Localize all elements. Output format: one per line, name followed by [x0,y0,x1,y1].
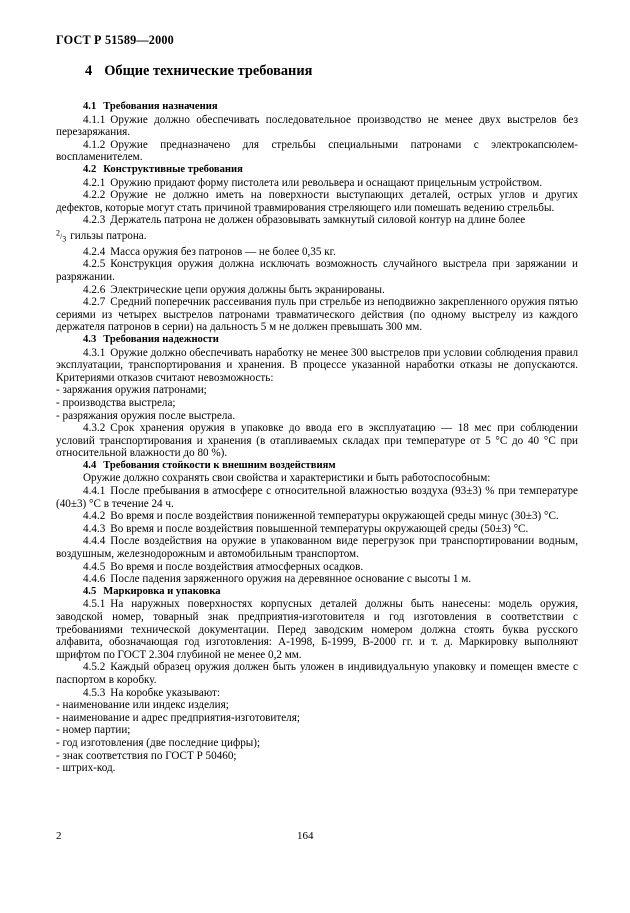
clause-paragraph [56,347,578,385]
clause-text: Маркировка и упаковка [103,585,221,597]
clause-text: - номер партии; [56,724,131,737]
list-item [56,410,578,423]
clause-number: 4.1 [83,101,97,112]
clause-text: - наименование и адрес предприятия-изготовителя; [56,711,300,724]
list-item [56,762,578,775]
fraction: $^2/_3$ [56,227,67,244]
clause-text: На наружных поверхностях корпусных деталей должны быть нанесены: модель оружия, заводской номер, товарный знак предприятия-изготовителя и год изготовления в соответствии с требованиями технической документации. Перед заводским номером должна стоять буква русского алфавита, обозначающая год изготовления: А-1998, Б-1999, В-2000 гг. и т. д. Маркировку выполняют шрифтом по ГОСТ 2.304 глубиной не менее 0,2 мм. [56,598,578,661]
document-body [56,101,578,775]
clause-number: 4.3 [83,333,97,345]
clause-text: Требования стойкости к внешним воздействиям [103,459,336,471]
clause-text: Требования надежности [103,333,219,345]
clause-text: Оружию придают форму пистолета или револьвера и оснащают прицельным устройством. [110,176,543,189]
clause-text: Оружие должно обеспечивать последовательное производство не менее двух выстрелов без перезаряжания. [56,113,578,139]
clause-text: Оружие предназначено для стрельбы специальными патронами с электрокапсюлем-воспламенителем. [56,138,578,164]
list-item [56,397,578,410]
clause-text: - знак соответствия по ГОСТ Р 50460; [56,749,237,762]
clause-text: Во время и после воздействия повышенной температуры окружающей среды (50±3) °С. [110,522,529,535]
clause-text: Оружие не должно иметь на поверхности выступающих деталей, острых углов и других дефектов, которые могут стать причиной травмирования стреляющего или помешать ведению стрельбы. [56,189,578,214]
clause-paragraph [56,214,578,245]
clause-text: После пребывания в атмосфере с относительной влажностью воздуха (93±3) % при температуре (40±3) °С в течение 24 ч. [56,485,578,510]
clause-text: Срок хранения оружия в упаковке до ввода его в эксплуатацию — 18 мес при соблюдении условий транспортирования и хранения (в отапливаемых складах при температуре от 5 °С до 40 °С при относительной влажности до 80 %). [56,422,578,460]
clause-number: 4.5.1 [83,598,106,611]
clause-number: 4.4 [83,459,97,471]
clause-paragraph [56,661,578,686]
clause-paragraph [56,687,578,700]
clause-paragraph [56,510,578,523]
clause-text: Средний поперечник рассеивания пуль при стрельбе из неподвижно закрепленного оружия пятью сериями из четырех выстрелов патронами травматического действия (по одному выстрелу из каждого держателя патронов в серии) на дальность 5 м не должен превышать 300 мм. [56,296,578,334]
clause-number: 4.4.5 [83,560,106,573]
clause-number: 4.4.3 [83,522,106,535]
clause-number: 4.2.7 [83,296,106,309]
clause-text: Держатель патрона не должен образовывать замкнутый силовой контур на длине более [110,214,526,227]
clause-text: Конструкция оружия должна исключать возможность случайного выстрела при заряжании и разряжании. [56,258,578,283]
clause-number: 4.4.4 [83,535,106,548]
clause-paragraph [56,598,578,661]
subsection-heading [56,101,578,114]
subsection-heading [56,460,578,473]
fraction-denominator: 3 [62,234,67,244]
clause-number: 4.4.6 [83,573,106,586]
section-title [85,63,312,80]
clause-paragraph [56,472,578,485]
clause-number: 4.1.1 [83,113,106,126]
clause-number: 4.2.3 [83,214,106,227]
clause-text: На коробке указывают: [110,686,220,699]
clause-paragraph [56,246,578,259]
clause-paragraph [56,114,578,139]
clause-text: Оружие должно сохранять свои свойства и характеристики и быть работоспособным: [83,472,491,485]
subsection-heading [56,334,578,347]
clause-number: 4.4.2 [83,510,106,523]
clause-paragraph [56,189,578,214]
clause-paragraph [56,139,578,164]
subsection-heading [56,164,578,177]
clause-paragraph [56,535,578,560]
clause-number: 4.2 [83,163,97,175]
clause-paragraph [56,284,578,297]
clause-number: 4.4.1 [83,485,106,498]
list-item [56,384,578,397]
subsection-heading [56,586,578,599]
list-item [56,750,578,763]
list-item [56,724,578,737]
clause-number: 4.5 [83,585,97,597]
clause-number: 4.5.2 [83,661,106,674]
clause-text: - заряжания оружия патронами; [56,384,207,397]
clause-number: 4.3.1 [83,346,106,359]
sheet-number: 164 [297,830,314,842]
clause-number: 4.2.6 [83,283,106,296]
clause-number: 4.1.2 [83,138,106,151]
clause-text: Требования назначения [103,101,218,112]
clause-number: 4.2.5 [83,258,106,271]
clause-text: После воздействия на оружие в упакованном виде перегрузок при транспортировании водным, воздушным, железнодорожным и автомобильным транспортом. [56,535,578,561]
clause-paragraph [56,523,578,536]
section-number: 4 [85,63,93,79]
section-title-text: Общие технические требования [104,63,313,79]
clause-paragraph [56,485,578,510]
clause-text: Во время и после воздействия атмосферных осадков. [110,560,364,573]
clause-text: - год изготовления (две последние цифры); [56,736,261,749]
clause-number: 4.3.2 [83,422,106,435]
clause-text: Масса оружия без патронов — не более 0,35 кг. [110,245,336,258]
clause-paragraph [56,177,578,190]
page-number: 2 [56,830,62,842]
clause-paragraph [56,258,578,283]
clause-number: 4.2.2 [83,189,106,202]
clause-text: После падения заряженного оружия на деревянное основание с высоты 1 м. [110,573,472,586]
clause-text: - разряжания оружия после выстрела. [56,409,236,422]
clause-text-tail: гильзы патрона. [70,229,147,242]
clause-text: Конструктивные требования [103,163,243,175]
clause-text: - производства выстрела; [56,396,176,409]
list-item [56,737,578,750]
clause-paragraph [56,573,578,586]
clause-number: 4.5.3 [83,686,106,699]
clause-text: Во время и после воздействия пониженной температуры окружающей среды минус (30±3) °С. [110,510,559,523]
clause-paragraph [56,561,578,574]
clause-number: 4.2.1 [83,176,106,189]
list-item [56,712,578,725]
clause-paragraph [56,296,578,334]
clause-text: - штрих-код. [56,762,116,775]
clause-paragraph [56,422,578,460]
list-item [56,699,578,712]
clause-number: 4.2.4 [83,245,106,258]
clause-text: Электрические цепи оружия должны быть экранированы. [110,283,385,296]
standard-header: ГОСТ Р 51589—2000 [56,33,174,47]
clause-text: Оружие должно обеспечивать наработку не менее 300 выстрелов при условии соблюдения правил эксплуатации, транспортирования и хранения. В процессе указанной наработки отказы не допускаются. Критериями отказов считают невозможность: [56,346,578,384]
clause-text: - наименование или индекс изделия; [56,699,229,712]
clause-text: Каждый образец оружия должен быть уложен в индивидуальную упаковку и помещен вместе с паспортом в коробку. [56,661,578,686]
fraction-numerator: 2 [56,227,60,237]
